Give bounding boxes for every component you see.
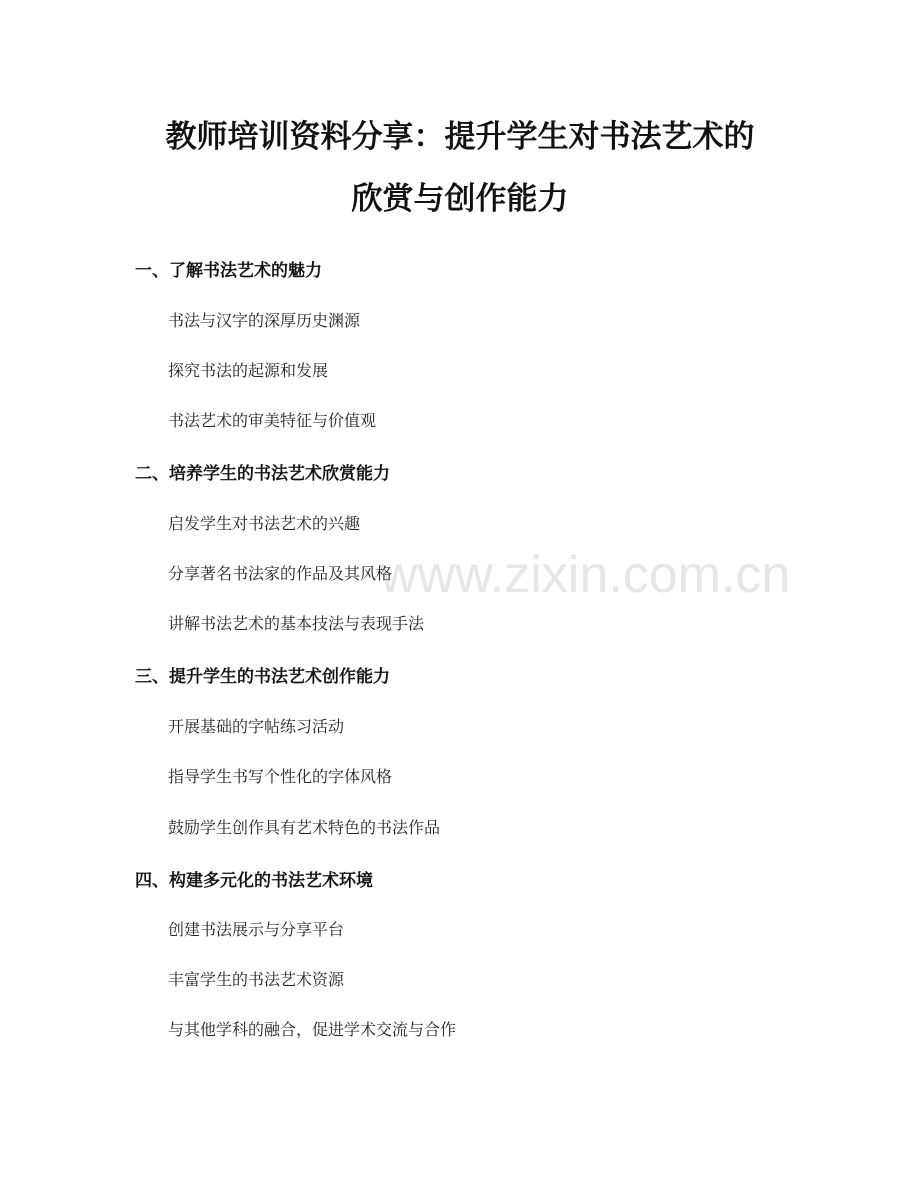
- list-item: 探究书法的起源和发展: [168, 361, 329, 380]
- section-heading-3: 三、提升学生的书法艺术创作能力: [135, 667, 390, 687]
- watermark: www.zixin.com.cn: [380, 546, 791, 604]
- list-item: 启发学生对书法艺术的兴趣: [168, 514, 361, 533]
- list-item: 创建书法展示与分享平台: [168, 920, 345, 939]
- section-heading-1: 一、了解书法艺术的魅力: [135, 261, 322, 281]
- section-heading-2: 二、培养学生的书法艺术欣赏能力: [135, 464, 390, 484]
- page-title-line-2: 欣赏与创作能力: [351, 181, 569, 217]
- list-item: 书法与汉字的深厚历史渊源: [168, 311, 361, 330]
- list-item: 书法艺术的审美特征与价值观: [168, 411, 377, 430]
- page-title-line-1: 教师培训资料分享：提升学生对书法艺术的: [165, 119, 755, 155]
- list-item: 鼓励学生创作具有艺术特色的书法作品: [168, 818, 441, 837]
- list-item: 分享著名书法家的作品及其风格: [168, 564, 393, 583]
- list-item: 开展基础的字帖练习活动: [168, 717, 345, 736]
- list-item: 指导学生书写个性化的字体风格: [168, 767, 393, 786]
- list-item: 与其他学科的融合，促进学术交流与合作: [168, 1020, 457, 1039]
- section-heading-4: 四、构建多元化的书法艺术环境: [135, 871, 373, 891]
- list-item: 丰富学生的书法艺术资源: [168, 970, 345, 989]
- list-item: 讲解书法艺术的基本技法与表现手法: [168, 614, 425, 633]
